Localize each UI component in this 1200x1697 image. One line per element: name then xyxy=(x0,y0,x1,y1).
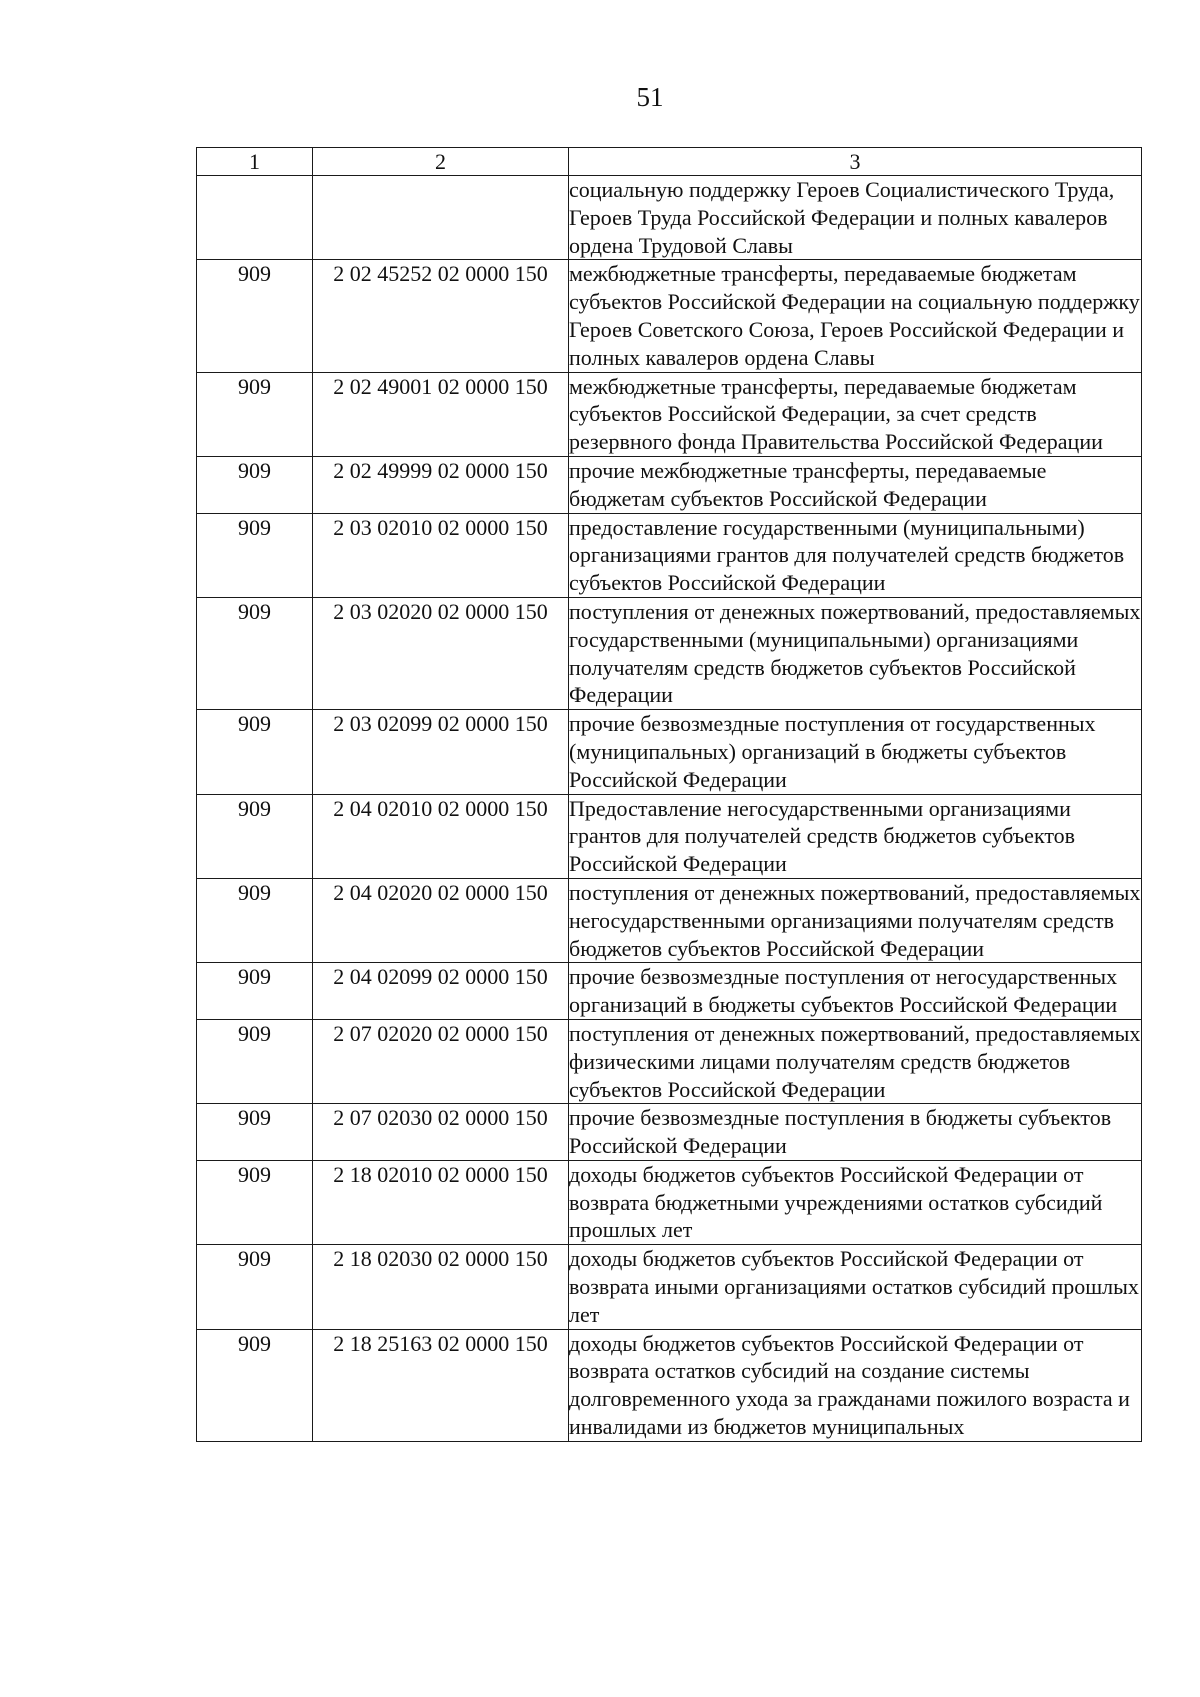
table-row xyxy=(197,176,1142,260)
budget-code-cell: 2 03 02099 02 0000 150 xyxy=(313,710,569,794)
table-row xyxy=(197,1104,1142,1161)
column-header-admin-code: 1 xyxy=(197,148,313,176)
description-cell: поступления от денежных пожертвований, предоставляемых государственными (муниципальными) организациями получателям средств бюджетов субъектов Российской Федерации xyxy=(569,597,1142,709)
budget-code-cell: 2 03 02020 02 0000 150 xyxy=(313,597,569,709)
table-header xyxy=(197,148,1142,176)
table-row xyxy=(197,1245,1142,1329)
header-row xyxy=(197,148,1142,176)
admin-code-cell: 909 xyxy=(197,260,313,372)
column-header-budget-code: 2 xyxy=(313,148,569,176)
page-number: 51 xyxy=(636,82,664,112)
admin-code-cell: 909 xyxy=(197,963,313,1020)
budget-code-cell: 2 04 02010 02 0000 150 xyxy=(313,794,569,878)
admin-code-cell: 909 xyxy=(197,1104,313,1161)
description-cell: межбюджетные трансферты, передаваемые бюджетам субъектов Российской Федерации на социальную поддержку Героев Советского Союза, Героев Российской Федерации и полных кавалеров ордена Славы xyxy=(569,260,1142,372)
description-cell: поступления от денежных пожертвований, предоставляемых физическими лицами получателям средств бюджетов субъектов Российской Федерации xyxy=(569,1019,1142,1103)
description-cell: прочие межбюджетные трансферты, передаваемые бюджетам субъектов Российской Федерации xyxy=(569,456,1142,513)
admin-code-cell: 909 xyxy=(197,597,313,709)
description-cell: Предоставление негосударственными организациями грантов для получателей средств бюджетов субъектов Российской Федерации xyxy=(569,794,1142,878)
admin-code-cell: 909 xyxy=(197,456,313,513)
table-row xyxy=(197,260,1142,372)
budget-code-cell: 2 07 02020 02 0000 150 xyxy=(313,1019,569,1103)
table-row xyxy=(197,1329,1142,1441)
admin-code-cell: 909 xyxy=(197,1329,313,1441)
column-header-description: 3 xyxy=(569,148,1142,176)
budget-code-cell xyxy=(313,176,569,260)
description-cell: доходы бюджетов субъектов Российской Федерации от возврата иными организациями остатков субсидий прошлых лет xyxy=(569,1245,1142,1329)
table-row xyxy=(197,1160,1142,1244)
budget-classification-table xyxy=(196,147,1142,1442)
budget-code-cell: 2 02 49999 02 0000 150 xyxy=(313,456,569,513)
admin-code-cell: 909 xyxy=(197,878,313,962)
budget-code-cell: 2 04 02099 02 0000 150 xyxy=(313,963,569,1020)
description-cell: доходы бюджетов субъектов Российской Федерации от возврата остатков субсидий на создание системы долговременного ухода за гражданами пожилого возраста и инвалидами из бюджетов муниципальных xyxy=(569,1329,1142,1441)
admin-code-cell: 909 xyxy=(197,794,313,878)
admin-code-cell: 909 xyxy=(197,1245,313,1329)
budget-code-cell: 2 02 45252 02 0000 150 xyxy=(313,260,569,372)
budget-code-cell: 2 04 02020 02 0000 150 xyxy=(313,878,569,962)
admin-code-cell: 909 xyxy=(197,372,313,456)
admin-code-cell: 909 xyxy=(197,710,313,794)
admin-code-cell: 909 xyxy=(197,1019,313,1103)
budget-code-cell: 2 03 02010 02 0000 150 xyxy=(313,513,569,597)
description-cell: прочие безвозмездные поступления от негосударственных организаций в бюджеты субъектов Российской Федерации xyxy=(569,963,1142,1020)
budget-code-cell: 2 07 02030 02 0000 150 xyxy=(313,1104,569,1161)
description-cell: поступления от денежных пожертвований, предоставляемых негосударственными организациями получателям средств бюджетов субъектов Российской Федерации xyxy=(569,878,1142,962)
budget-code-cell: 2 18 25163 02 0000 150 xyxy=(313,1329,569,1441)
budget-code-cell: 2 18 02010 02 0000 150 xyxy=(313,1160,569,1244)
table-body xyxy=(197,176,1142,1442)
table-row xyxy=(197,710,1142,794)
table-row xyxy=(197,597,1142,709)
budget-code-cell: 2 02 49001 02 0000 150 xyxy=(313,372,569,456)
description-cell: социальную поддержку Героев Социалистического Труда, Героев Труда Российской Федерации и полных кавалеров ордена Трудовой Славы xyxy=(569,176,1142,260)
admin-code-cell xyxy=(197,176,313,260)
description-cell: межбюджетные трансферты, передаваемые бюджетам субъектов Российской Федерации, за счет средств резервного фонда Правительства Российской Федерации xyxy=(569,372,1142,456)
table-row xyxy=(197,372,1142,456)
admin-code-cell: 909 xyxy=(197,513,313,597)
description-cell: доходы бюджетов субъектов Российской Федерации от возврата бюджетными учреждениями остатков субсидий прошлых лет xyxy=(569,1160,1142,1244)
table-row xyxy=(197,456,1142,513)
table-row xyxy=(197,878,1142,962)
table-row xyxy=(197,794,1142,878)
table-row xyxy=(197,513,1142,597)
table-row xyxy=(197,963,1142,1020)
description-cell: прочие безвозмездные поступления в бюджеты субъектов Российской Федерации xyxy=(569,1104,1142,1161)
budget-code-cell: 2 18 02030 02 0000 150 xyxy=(313,1245,569,1329)
admin-code-cell: 909 xyxy=(197,1160,313,1244)
table-row xyxy=(197,1019,1142,1103)
description-cell: прочие безвозмездные поступления от государственных (муниципальных) организаций в бюджеты субъектов Российской Федерации xyxy=(569,710,1142,794)
description-cell: предоставление государственными (муниципальными) организациями грантов для получателей средств бюджетов субъектов Российской Федерации xyxy=(569,513,1142,597)
